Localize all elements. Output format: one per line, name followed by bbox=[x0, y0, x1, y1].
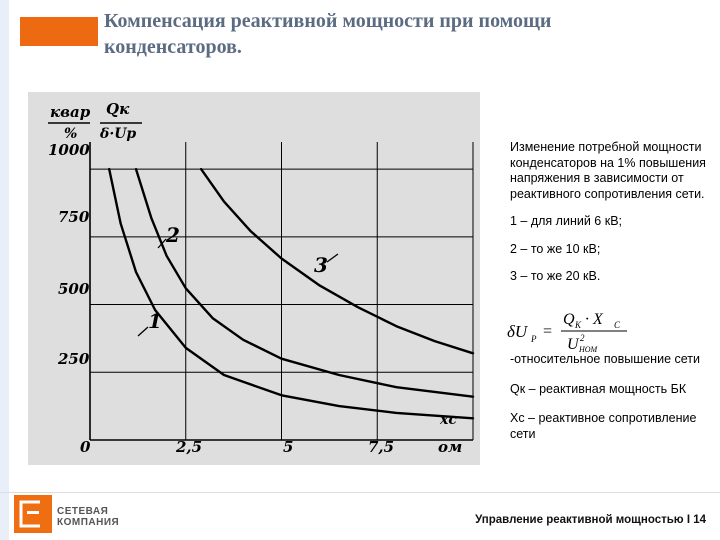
x-symbol-label: xс bbox=[440, 412, 457, 428]
x-tick-label: 7,5 bbox=[368, 438, 395, 456]
notes bbox=[510, 352, 710, 456]
title-line-1: Компенсация реактивной мощности при помощи bbox=[104, 10, 552, 32]
formula bbox=[505, 305, 655, 353]
y-tick-label: 1000 bbox=[48, 141, 90, 159]
formula-den-sub: НОМ bbox=[579, 345, 598, 353]
formula-den-u: U bbox=[567, 336, 579, 353]
y-ratio-bottom: δ·Uр bbox=[100, 126, 137, 142]
footer-caption: Управление реактивной мощностью I 14 bbox=[475, 514, 706, 526]
legend-item-3: 3 – то же 20 кВ. bbox=[510, 269, 601, 283]
x-tick-label: 5 bbox=[283, 438, 294, 456]
y-tick-label: 250 bbox=[58, 350, 90, 368]
y-tick-label: 0 bbox=[80, 438, 91, 456]
logo-mark-icon bbox=[14, 495, 52, 533]
footer-divider bbox=[0, 492, 720, 493]
note-relative-rise: -относительное повышение сети bbox=[510, 352, 700, 366]
curve-label-1: 1 bbox=[148, 309, 162, 333]
legend-item-1: 1 – для линий 6 кВ; bbox=[510, 214, 622, 228]
formula-svg bbox=[505, 305, 655, 353]
formula-den-sup: 2 bbox=[580, 333, 585, 343]
y-unit-top: квар bbox=[50, 103, 91, 121]
y-unit-bottom: % bbox=[64, 126, 78, 142]
page-title bbox=[104, 8, 704, 60]
y-tick-label: 750 bbox=[58, 208, 90, 226]
formula-lhs-sub: Р bbox=[531, 334, 537, 344]
y-tick-label: 500 bbox=[58, 280, 90, 298]
curve-1 bbox=[109, 169, 473, 418]
legend-item-2: 2 – то же 10 кВ; bbox=[510, 241, 601, 256]
note-xc: Хс – реактивное сопротивление сети bbox=[510, 411, 697, 441]
company-logo-icon bbox=[14, 495, 52, 533]
formula-num-rest: · X bbox=[585, 311, 603, 328]
description-text: Изменение потребной мощности конденсаторов на 1% повышения напряжения в зависимости от реактивного сопротивления сети. bbox=[510, 140, 706, 201]
curve-2 bbox=[136, 169, 473, 397]
title-line-2: конденсаторов. bbox=[104, 36, 242, 58]
logo-line-2: КОМПАНИЯ bbox=[57, 517, 120, 528]
x-unit-label: ом bbox=[438, 438, 463, 456]
left-rule bbox=[0, 0, 9, 540]
curve-label-3: 3 bbox=[314, 253, 328, 277]
note-qk: Qк – реактивная мощность БК bbox=[510, 381, 687, 396]
formula-num-sub2: С bbox=[614, 320, 621, 330]
curve-3 bbox=[201, 169, 473, 353]
chart-svg bbox=[28, 92, 480, 465]
formula-num-sub: К bbox=[575, 320, 581, 330]
formula-lhs: δU bbox=[507, 322, 528, 341]
logo-line-1: СЕТЕВАЯ bbox=[57, 506, 109, 517]
chart bbox=[28, 92, 480, 465]
formula-num-q: Q bbox=[563, 311, 575, 328]
logo-text bbox=[57, 506, 119, 528]
description bbox=[510, 140, 710, 297]
accent-block bbox=[20, 17, 98, 46]
x-tick-label: 2,5 bbox=[176, 438, 203, 456]
y-ratio-top: Qк bbox=[106, 100, 130, 118]
curve-label-2: 2 bbox=[166, 223, 180, 247]
svg-text:=: = bbox=[543, 323, 553, 340]
